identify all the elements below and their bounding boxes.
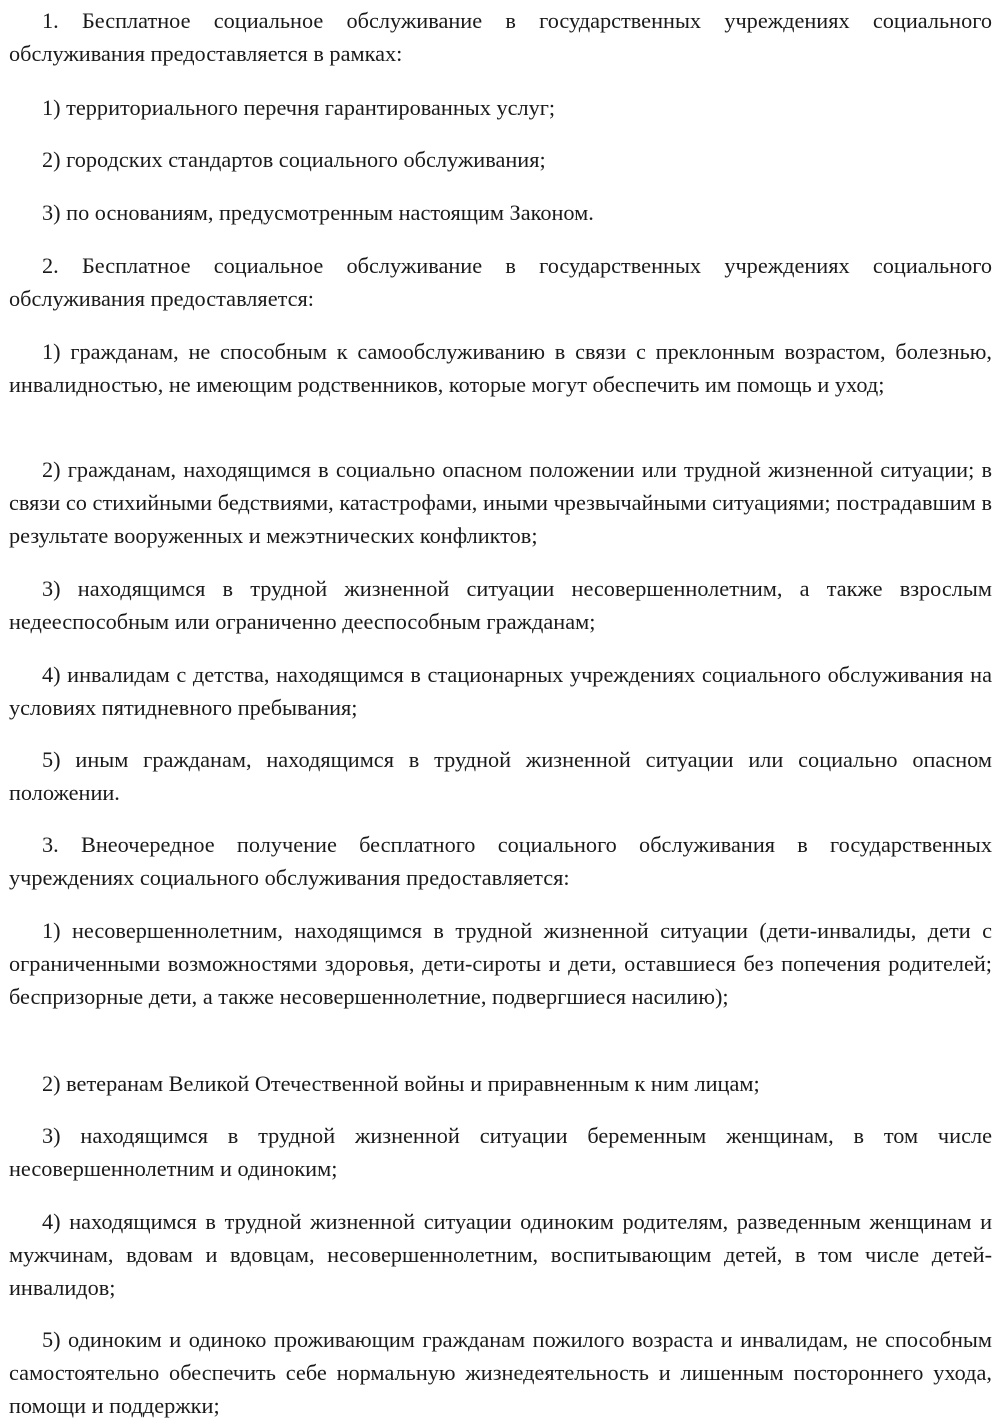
paragraph-section-2-item-5: 5) иным гражданам, находящимся в трудной жизненной ситуации или социально опасном положении. bbox=[9, 747, 992, 805]
paragraph-section-1-item-2: 2) городских стандартов социального обслуживания; bbox=[42, 147, 546, 172]
paragraph-section-3-item-1: 1) несовершеннолетним, находящимся в трудной жизненной ситуации (дети-инвалиды, дети с ограниченными возможностями здоровья, дети-сироты и дети, оставшиеся без попечения родителей; беспризорные дети, а также несовершеннолетние, подвергшиеся насилию); bbox=[9, 918, 992, 1009]
paragraph-section-2-item-2: 2) гражданам, находящимся в социально опасном положении или трудной жизненной ситуации; в связи со стихийными бедствиями, катастрофами, иными чрезвычайными ситуациями; пострадавшим в результате вооруженных и межэтнических конфликтов; bbox=[9, 457, 992, 548]
paragraph-section-3-intro: 3. Внеочередное получение бесплатного социального обслуживания в государственных учреждениях социального обслуживания предоставляется: bbox=[9, 832, 992, 890]
paragraph-section-3-item-3: 3) находящимся в трудной жизненной ситуации беременным женщинам, в том числе несовершеннолетним и одиноким; bbox=[9, 1123, 992, 1181]
paragraph-section-2-item-4: 4) инвалидам с детства, находящимся в стационарных учреждениях социального обслуживания на условиях пятидневного пребывания; bbox=[9, 662, 992, 720]
paragraph-section-3-item-2: 2) ветеранам Великой Отечественной войны и приравненным к ним лицам; bbox=[42, 1071, 760, 1096]
paragraph-section-2-intro: 2. Бесплатное социальное обслуживание в государственных учреждениях социального обслуживания предоставляется: bbox=[9, 253, 992, 311]
paragraph-section-1-item-3: 3) по основаниям, предусмотренным настоящим Законом. bbox=[42, 200, 594, 225]
paragraph-section-2-item-1: 1) гражданам, не способным к самообслуживанию в связи с преклонным возрастом, болезнью, инвалидностью, не имеющим родственников, которые могут обеспечить им помощь и уход; bbox=[9, 339, 992, 397]
paragraph-section-2-item-3: 3) находящимся в трудной жизненной ситуации несовершеннолетним, а также взрослым недееспособным или ограниченно дееспособным гражданам; bbox=[9, 576, 992, 634]
paragraph-section-1-intro: 1. Бесплатное социальное обслуживание в государственных учреждениях социального обслуживания предоставляется в рамках: bbox=[9, 8, 992, 66]
paragraph-section-3-item-4: 4) находящимся в трудной жизненной ситуации одиноким родителям, разведенным женщинам и мужчинам, вдовам и вдовцам, несовершеннолетним, воспитывающим детей, в том числе детей-инвалидов; bbox=[9, 1209, 992, 1300]
paragraph-section-3-item-5: 5) одиноким и одиноко проживающим гражданам пожилого возраста и инвалидам, не способным самостоятельно обеспечить себе нормальную жизнедеятельность и лишенным постороннего ухода, помощи и поддержки; bbox=[9, 1327, 992, 1418]
paragraph-section-1-item-1: 1) территориального перечня гарантированных услуг; bbox=[42, 95, 556, 120]
